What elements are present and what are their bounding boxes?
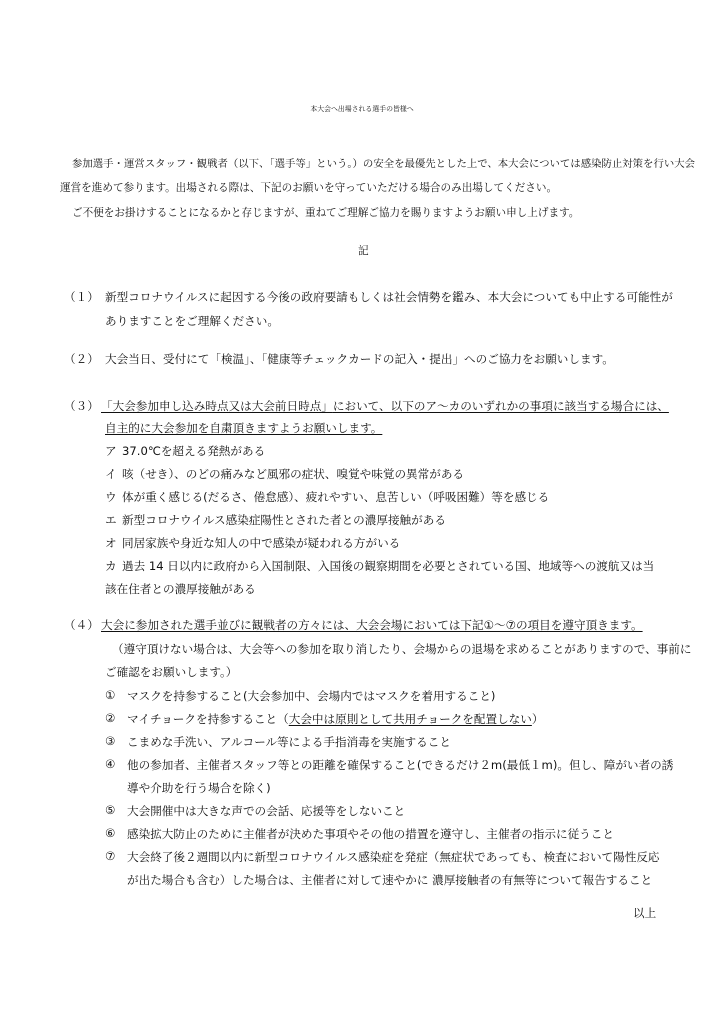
- intro-line-1: 参加選手・運営スタッフ・観戦者（以下、「選手等」という。）の安全を最優先とした上で、本大会については感染防止対策を行い大会: [72, 158, 696, 170]
- item4-number: （４）: [64, 618, 99, 632]
- item2-number: （２）: [64, 352, 99, 366]
- item4-circle-mark: ④: [105, 757, 116, 771]
- item3-sub-mark: ウ: [105, 490, 117, 504]
- closing-text: 以上: [633, 906, 657, 920]
- intro-line-3: ご不便をお掛けすることになるかと存じますが、重ねてご理解ご協力を賜りますようお願い申し上げます。: [72, 207, 580, 219]
- item4-circle-text: 大会開催中は大きな声での会話、応援等をしないこと: [127, 804, 406, 818]
- item4-circle-text: こまめな手洗い、アルコール等による手指消毒を実施すること: [127, 735, 451, 749]
- item3-line-1: [101, 398, 669, 414]
- chalk-close-paren: ）: [531, 712, 544, 726]
- item3-sub-mark: カ: [105, 559, 117, 573]
- item4-note-2: ご確認をお願いします。）: [105, 665, 238, 679]
- item4-circle-mark: ⑤: [105, 803, 116, 817]
- item3-sub-text: 咳（せき）、のどの痛みなど風邪の症状、嗅覚や味覚の異常がある: [122, 467, 465, 481]
- item4-circle-mark: ⑥: [105, 826, 116, 840]
- item3-sub-mark: ア: [105, 444, 117, 458]
- intro-line-2: 運営を進めて参ります。出場される際は、下記のお願いを守っていただける場合のみ出場してください。: [60, 182, 558, 194]
- item4-line-1: 大会に参加された選手並びに観戦者の方々には、大会会場においては下記①～⑦の項目を遵守頂きます。: [101, 618, 643, 632]
- item4-circle-text: [127, 711, 543, 727]
- item4-circle-mark: ①: [105, 688, 116, 702]
- item4-circle-text: 感染拡大防止のために主催者が決めた事項やその他の措置を遵守し、主催者の指示に従うこと: [127, 827, 614, 841]
- item3-sub-text: 過去 14 日以内に政府から入国制限、入国後の観察期間を必要とされている国、地域等への渡航又は当: [122, 559, 655, 573]
- item4-circle-continuation: 導や介助を行う場合を除く): [127, 781, 271, 795]
- item3-sub-mark: オ: [105, 536, 117, 550]
- item3-sub-mark: エ: [105, 513, 117, 527]
- item2-line-1: 大会当日、受付にて「検温」、「健康等チェックカードの記入・提出」へのご協力をお願いします。: [105, 352, 614, 366]
- item4-circle-text: 大会終了後２週間以内に新型コロナウイルス感染症を発症（無症状であっても、検査において陽性反応: [127, 850, 660, 864]
- item3-sub-mark: イ: [105, 467, 117, 481]
- chalk-underlined-note: 大会中は原則として共用チョークを配置しない: [288, 712, 532, 726]
- chalk-text: マイチョークを持参すること（: [127, 712, 289, 726]
- item3-sub-text: 37.0℃を超える発熱がある: [122, 444, 266, 458]
- item3-sub-text: 同居家族や身近な知人の中で感染が疑われる方がいる: [122, 536, 401, 550]
- item4-circle-text: 他の参加者、主催者スタッフ等との距離を確保すること(できるだけ２m(最低１m)。但し、障がい者の誘: [127, 758, 674, 772]
- item3-sub-continuation: 該在住者との濃厚接触がある: [105, 582, 256, 596]
- item4-circle-mark: ②: [105, 711, 116, 725]
- item4-circle-text: マスクを持参すること(大会参加中、会場内ではマスクを着用すること): [127, 689, 496, 703]
- item4-circle-continuation: が出た場合も含む）した場合は、主催者に対して速やかに 濃厚接触者の有無等について報告すること: [127, 873, 653, 887]
- item4-circle-mark: ⑦: [105, 849, 116, 863]
- item3-line-1-rest: において、以下のア～カのいずれかの事項に該当する場合には、: [332, 399, 669, 413]
- item4-circle-mark: ③: [105, 734, 116, 748]
- item3-sub-text: 体が重く感じる(だるさ、倦怠感）、疲れやすい、息苦しい（呼吸困難）等を感じる: [122, 490, 550, 504]
- item3-sub-text: 新型コロナウイルス感染症陽性とされた者との濃厚接触がある: [122, 513, 446, 527]
- item1-number: （１）: [64, 290, 99, 304]
- document-title: 本大会へ出場される選手の皆様へ: [310, 105, 414, 113]
- item3-number: （３）: [64, 399, 99, 413]
- item1-line-1: 新型コロナウイルスに起因する今後の政府要請もしくは社会情勢を鑑み、本大会についても中止する可能性が: [105, 290, 673, 304]
- item4-note-1: （遵守頂けない場合は、大会等への参加を取り消したり、会場からの退場を求めることがありますので、事前に: [112, 642, 692, 656]
- ki-heading: 記: [358, 245, 369, 257]
- item1-line-2: ありますことをご理解ください。: [105, 314, 279, 328]
- item3-underlined-condition: 「大会参加申し込み時点又は大会前日時点」: [101, 399, 333, 413]
- item3-line-2: 自主的に大会参加を自粛頂きますようお願いします。: [105, 421, 383, 435]
